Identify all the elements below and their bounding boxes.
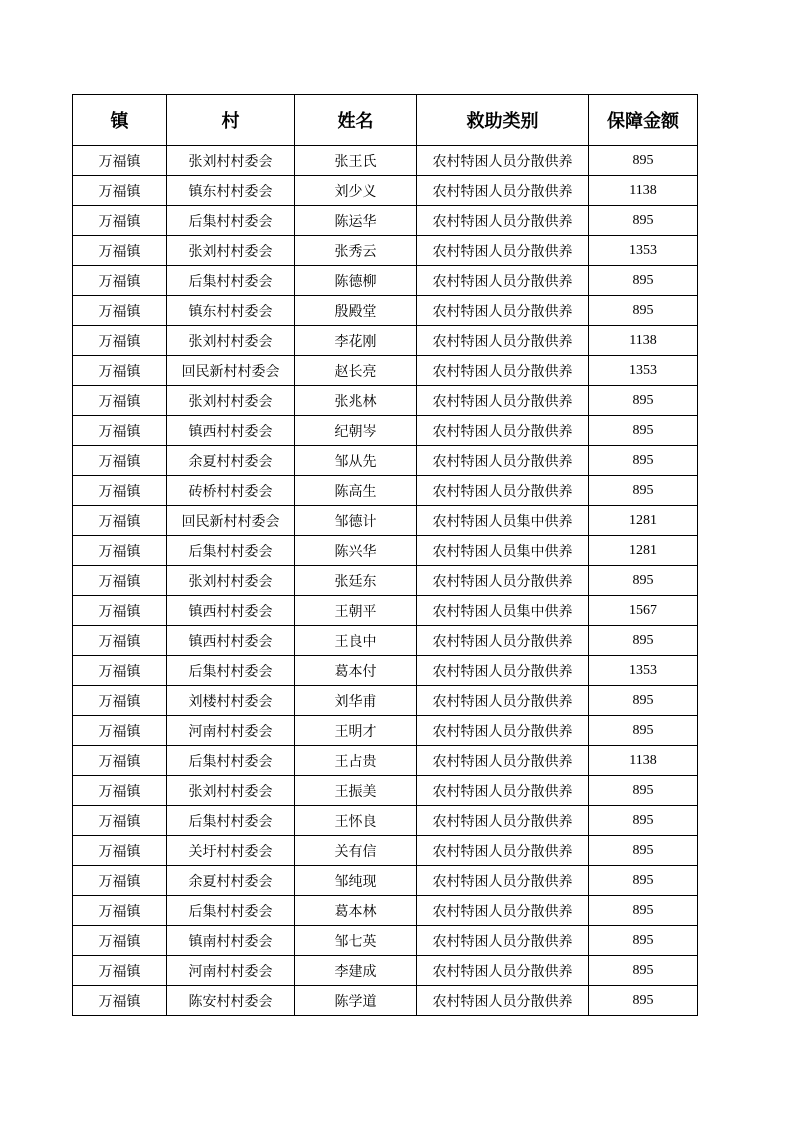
cell-village: 河南村村委会 — [167, 956, 295, 986]
cell-guarantee-amount: 895 — [589, 566, 698, 596]
header-town: 镇 — [73, 95, 167, 146]
cell-town: 万福镇 — [73, 776, 167, 806]
cell-town: 万福镇 — [73, 566, 167, 596]
cell-name: 陈学道 — [295, 986, 417, 1016]
cell-guarantee-amount: 895 — [589, 626, 698, 656]
table-body — [73, 146, 698, 1016]
cell-village: 河南村村委会 — [167, 716, 295, 746]
cell-town: 万福镇 — [73, 716, 167, 746]
table-row — [73, 746, 698, 776]
header-name: 姓名 — [295, 95, 417, 146]
cell-town: 万福镇 — [73, 236, 167, 266]
table-row — [73, 626, 698, 656]
cell-village: 张刘村村委会 — [167, 146, 295, 176]
cell-assistance-category: 农村特困人员分散供养 — [417, 836, 589, 866]
cell-guarantee-amount: 895 — [589, 986, 698, 1016]
cell-assistance-category: 农村特困人员分散供养 — [417, 866, 589, 896]
cell-village: 镇东村村委会 — [167, 176, 295, 206]
cell-assistance-category: 农村特困人员分散供养 — [417, 746, 589, 776]
cell-town: 万福镇 — [73, 296, 167, 326]
cell-assistance-category: 农村特困人员分散供养 — [417, 236, 589, 266]
cell-name: 王振美 — [295, 776, 417, 806]
cell-village: 镇西村村委会 — [167, 626, 295, 656]
table-row — [73, 176, 698, 206]
cell-town: 万福镇 — [73, 896, 167, 926]
table-row — [73, 536, 698, 566]
table-row — [73, 686, 698, 716]
cell-village: 回民新村村委会 — [167, 356, 295, 386]
cell-assistance-category: 农村特困人员分散供养 — [417, 806, 589, 836]
cell-guarantee-amount: 895 — [589, 416, 698, 446]
cell-assistance-category: 农村特困人员分散供养 — [417, 356, 589, 386]
table-row — [73, 806, 698, 836]
cell-name: 李建成 — [295, 956, 417, 986]
cell-guarantee-amount: 1567 — [589, 596, 698, 626]
cell-village: 后集村村委会 — [167, 656, 295, 686]
cell-assistance-category: 农村特困人员分散供养 — [417, 986, 589, 1016]
cell-guarantee-amount: 1353 — [589, 656, 698, 686]
table-row — [73, 386, 698, 416]
cell-name: 纪朝岑 — [295, 416, 417, 446]
table-row — [73, 146, 698, 176]
cell-guarantee-amount: 895 — [589, 446, 698, 476]
cell-assistance-category: 农村特困人员分散供养 — [417, 176, 589, 206]
cell-guarantee-amount: 895 — [589, 956, 698, 986]
cell-town: 万福镇 — [73, 746, 167, 776]
cell-town: 万福镇 — [73, 506, 167, 536]
header-assistance-category: 救助类别 — [417, 95, 589, 146]
cell-guarantee-amount: 895 — [589, 836, 698, 866]
cell-assistance-category: 农村特困人员分散供养 — [417, 446, 589, 476]
cell-town: 万福镇 — [73, 626, 167, 656]
cell-assistance-category: 农村特困人员分散供养 — [417, 956, 589, 986]
cell-village: 余夏村村委会 — [167, 866, 295, 896]
cell-assistance-category: 农村特困人员分散供养 — [417, 566, 589, 596]
cell-guarantee-amount: 895 — [589, 476, 698, 506]
cell-town: 万福镇 — [73, 266, 167, 296]
cell-village: 张刘村村委会 — [167, 776, 295, 806]
cell-village: 后集村村委会 — [167, 206, 295, 236]
cell-village: 张刘村村委会 — [167, 566, 295, 596]
cell-town: 万福镇 — [73, 176, 167, 206]
cell-guarantee-amount: 1353 — [589, 356, 698, 386]
cell-village: 回民新村村委会 — [167, 506, 295, 536]
cell-assistance-category: 农村特困人员分散供养 — [417, 266, 589, 296]
cell-village: 后集村村委会 — [167, 806, 295, 836]
cell-guarantee-amount: 895 — [589, 776, 698, 806]
cell-village: 张刘村村委会 — [167, 236, 295, 266]
header-village: 村 — [167, 95, 295, 146]
table-row — [73, 956, 698, 986]
cell-assistance-category: 农村特困人员分散供养 — [417, 896, 589, 926]
cell-town: 万福镇 — [73, 146, 167, 176]
cell-assistance-category: 农村特困人员分散供养 — [417, 416, 589, 446]
cell-name: 关有信 — [295, 836, 417, 866]
cell-assistance-category: 农村特困人员分散供养 — [417, 206, 589, 236]
table-row — [73, 506, 698, 536]
cell-name: 葛本林 — [295, 896, 417, 926]
table-row — [73, 236, 698, 266]
cell-guarantee-amount: 1138 — [589, 326, 698, 356]
table-row — [73, 206, 698, 236]
cell-guarantee-amount: 1138 — [589, 176, 698, 206]
cell-town: 万福镇 — [73, 986, 167, 1016]
cell-town: 万福镇 — [73, 386, 167, 416]
cell-name: 张秀云 — [295, 236, 417, 266]
cell-guarantee-amount: 895 — [589, 926, 698, 956]
cell-village: 后集村村委会 — [167, 266, 295, 296]
table-row — [73, 266, 698, 296]
cell-village: 镇西村村委会 — [167, 416, 295, 446]
cell-town: 万福镇 — [73, 806, 167, 836]
table-row — [73, 296, 698, 326]
table-row — [73, 416, 698, 446]
cell-town: 万福镇 — [73, 416, 167, 446]
cell-guarantee-amount: 895 — [589, 896, 698, 926]
cell-assistance-category: 农村特困人员集中供养 — [417, 596, 589, 626]
cell-name: 邹从先 — [295, 446, 417, 476]
table-row — [73, 446, 698, 476]
cell-guarantee-amount: 895 — [589, 806, 698, 836]
table-row — [73, 836, 698, 866]
cell-assistance-category: 农村特困人员集中供养 — [417, 536, 589, 566]
cell-village: 砖桥村村委会 — [167, 476, 295, 506]
cell-town: 万福镇 — [73, 206, 167, 236]
cell-guarantee-amount: 1138 — [589, 746, 698, 776]
cell-guarantee-amount: 895 — [589, 686, 698, 716]
cell-assistance-category: 农村特困人员分散供养 — [417, 686, 589, 716]
cell-assistance-category: 农村特困人员分散供养 — [417, 296, 589, 326]
table-row — [73, 476, 698, 506]
cell-name: 王占贵 — [295, 746, 417, 776]
cell-assistance-category: 农村特困人员分散供养 — [417, 386, 589, 416]
cell-village: 张刘村村委会 — [167, 326, 295, 356]
cell-name: 殷殿堂 — [295, 296, 417, 326]
cell-assistance-category: 农村特困人员分散供养 — [417, 146, 589, 176]
cell-village: 关圩村村委会 — [167, 836, 295, 866]
cell-name: 李花刚 — [295, 326, 417, 356]
table-row — [73, 866, 698, 896]
cell-town: 万福镇 — [73, 686, 167, 716]
cell-guarantee-amount: 895 — [589, 296, 698, 326]
cell-village: 后集村村委会 — [167, 536, 295, 566]
cell-town: 万福镇 — [73, 476, 167, 506]
cell-name: 张王氏 — [295, 146, 417, 176]
cell-name: 张廷东 — [295, 566, 417, 596]
cell-assistance-category: 农村特困人员分散供养 — [417, 626, 589, 656]
cell-village: 镇东村村委会 — [167, 296, 295, 326]
cell-town: 万福镇 — [73, 446, 167, 476]
cell-assistance-category: 农村特困人员分散供养 — [417, 656, 589, 686]
assistance-table — [72, 94, 698, 1016]
table-row — [73, 986, 698, 1016]
cell-name: 陈德柳 — [295, 266, 417, 296]
cell-name: 张兆林 — [295, 386, 417, 416]
cell-name: 陈兴华 — [295, 536, 417, 566]
cell-name: 王良中 — [295, 626, 417, 656]
cell-town: 万福镇 — [73, 836, 167, 866]
table-row — [73, 776, 698, 806]
cell-assistance-category: 农村特困人员分散供养 — [417, 476, 589, 506]
table-row — [73, 926, 698, 956]
table-header — [73, 95, 698, 146]
cell-name: 王朝平 — [295, 596, 417, 626]
cell-assistance-category: 农村特困人员分散供养 — [417, 926, 589, 956]
cell-name: 王明才 — [295, 716, 417, 746]
cell-name: 陈运华 — [295, 206, 417, 236]
cell-village: 镇南村村委会 — [167, 926, 295, 956]
cell-guarantee-amount: 1281 — [589, 506, 698, 536]
cell-name: 邹七英 — [295, 926, 417, 956]
table-row — [73, 596, 698, 626]
cell-name: 邹纯现 — [295, 866, 417, 896]
cell-guarantee-amount: 1353 — [589, 236, 698, 266]
cell-village: 陈安村村委会 — [167, 986, 295, 1016]
cell-town: 万福镇 — [73, 536, 167, 566]
table-row — [73, 356, 698, 386]
cell-town: 万福镇 — [73, 656, 167, 686]
cell-guarantee-amount: 895 — [589, 146, 698, 176]
cell-guarantee-amount: 895 — [589, 266, 698, 296]
cell-assistance-category: 农村特困人员分散供养 — [417, 716, 589, 746]
cell-guarantee-amount: 1281 — [589, 536, 698, 566]
cell-assistance-category: 农村特困人员集中供养 — [417, 506, 589, 536]
cell-town: 万福镇 — [73, 926, 167, 956]
cell-town: 万福镇 — [73, 956, 167, 986]
table-row — [73, 326, 698, 356]
cell-village: 后集村村委会 — [167, 896, 295, 926]
table-row — [73, 656, 698, 686]
table-row — [73, 716, 698, 746]
cell-town: 万福镇 — [73, 596, 167, 626]
cell-village: 后集村村委会 — [167, 746, 295, 776]
cell-name: 刘少义 — [295, 176, 417, 206]
cell-name: 葛本付 — [295, 656, 417, 686]
cell-town: 万福镇 — [73, 326, 167, 356]
header-guarantee-amount: 保障金额 — [589, 95, 698, 146]
cell-village: 余夏村村委会 — [167, 446, 295, 476]
cell-guarantee-amount: 895 — [589, 716, 698, 746]
cell-guarantee-amount: 895 — [589, 206, 698, 236]
cell-name: 刘华甫 — [295, 686, 417, 716]
cell-name: 邹德计 — [295, 506, 417, 536]
cell-village: 刘楼村村委会 — [167, 686, 295, 716]
cell-name: 王怀良 — [295, 806, 417, 836]
cell-village: 镇西村村委会 — [167, 596, 295, 626]
cell-town: 万福镇 — [73, 356, 167, 386]
cell-guarantee-amount: 895 — [589, 386, 698, 416]
table-row — [73, 896, 698, 926]
header-row — [73, 95, 698, 146]
cell-assistance-category: 农村特困人员分散供养 — [417, 326, 589, 356]
cell-name: 赵长亮 — [295, 356, 417, 386]
cell-name: 陈高生 — [295, 476, 417, 506]
cell-town: 万福镇 — [73, 866, 167, 896]
table-row — [73, 566, 698, 596]
cell-guarantee-amount: 895 — [589, 866, 698, 896]
cell-village: 张刘村村委会 — [167, 386, 295, 416]
cell-assistance-category: 农村特困人员分散供养 — [417, 776, 589, 806]
